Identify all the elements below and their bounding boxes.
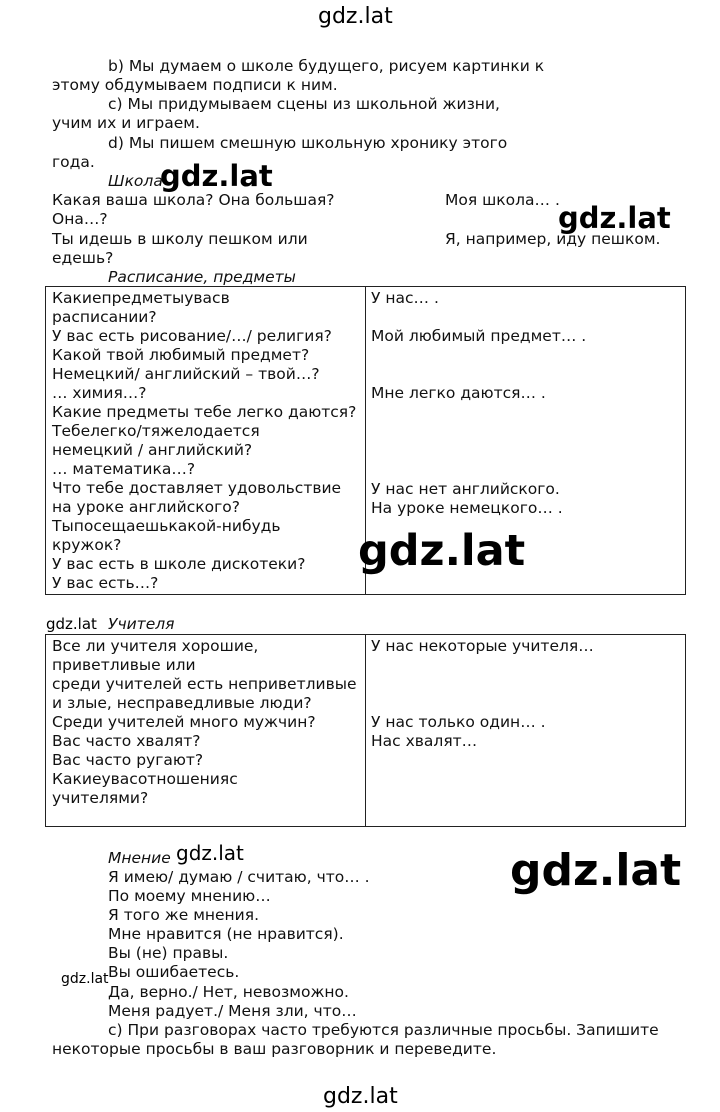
watermark-subjects-table: gdz.lat	[358, 526, 526, 576]
closing-line1: c) При разговорах часто требуются различные просьбы. Запишите	[108, 1021, 659, 1039]
opinion-line: По моему мнению…	[108, 887, 271, 905]
subjects-left-row: немецкий / английский?	[52, 441, 253, 459]
opinion-line: Вы (не) правы.	[108, 944, 229, 962]
teachers-left-row: Какиеувасотношенияс	[52, 770, 238, 788]
intro-c-line2: учим их и играем.	[52, 114, 200, 132]
subjects-right-r2: Мой любимый предмет… .	[371, 327, 587, 345]
teachers-left-row: Вас часто хвалят?	[52, 732, 201, 750]
teachers-left-row: приветливые или	[52, 656, 196, 674]
subjects-heading: Расписание, предметы	[108, 268, 296, 286]
opinion-heading: Мнение	[108, 849, 171, 867]
watermark-opinion-small: gdz.lat	[176, 841, 244, 865]
subjects-right-r5: На уроке немецкого… .	[371, 499, 563, 517]
opinion-line: Я имею/ думаю / считаю, что… .	[108, 868, 370, 886]
subjects-left-row: Тыпосещаешькакой-нибудь	[52, 517, 281, 535]
subjects-right-r3: Мне легко даются… .	[371, 384, 546, 402]
watermark-top: gdz.lat	[318, 4, 393, 29]
opinion-line: Мне нравится (не нравится).	[108, 925, 344, 943]
school-a1: Моя школа… .	[445, 191, 560, 209]
subjects-left-row: Немецкий/ английский – твой…?	[52, 365, 320, 383]
teachers-left-row: Среди учителей много мужчин?	[52, 713, 316, 731]
intro-c-line1: c) Мы придумываем сцены из школьной жизни,	[108, 95, 500, 113]
teachers-left-row: Вас часто ругают?	[52, 751, 204, 769]
teachers-left-column	[52, 637, 358, 808]
subjects-right-r4: У нас нет английского.	[371, 480, 560, 498]
watermark-bottom: gdz.lat	[323, 1084, 398, 1109]
teachers-left-row: учителями?	[52, 789, 149, 807]
school-q2-line1: Ты идешь в школу пешком или	[52, 230, 308, 248]
opinion-line: Вы ошибаетесь.	[108, 963, 240, 981]
subjects-left-row: Какие предметы тебе легко даются?	[52, 403, 357, 421]
watermark-teachers-small: gdz.lat	[46, 615, 97, 633]
intro-b-line1: b) Мы думаем о школе будущего, рисуем картинки к	[108, 57, 545, 75]
teachers-left-row: и злые, несправедливые люди?	[52, 694, 312, 712]
school-heading: Школа	[108, 172, 163, 190]
intro-d-line2: года.	[52, 153, 95, 171]
closing-line2: некоторые просьбы в ваш разговорник и переведите.	[52, 1040, 497, 1058]
school-q1-line2: Она…?	[52, 210, 108, 228]
teachers-right-r1: У нас некоторые учителя…	[371, 637, 594, 655]
watermark-side-small: gdz.lat	[61, 971, 109, 987]
teachers-heading: Учителя	[108, 615, 175, 633]
school-q1-line1: Какая ваша школа? Она большая?	[52, 191, 335, 209]
teachers-right-r2: У нас только один… .	[371, 713, 546, 731]
watermark-opinion-big: gdz.lat	[510, 845, 682, 896]
subjects-left-row: У вас есть…?	[52, 574, 159, 592]
watermark-school-heading: gdz.lat	[160, 159, 273, 193]
subjects-left-row: … химия…?	[52, 384, 147, 402]
subjects-left-row: Какой твой любимый предмет?	[52, 346, 310, 364]
subjects-left-row: У вас есть в школе дискотеки?	[52, 555, 306, 573]
subjects-left-column	[52, 289, 358, 593]
teachers-left-row: Все ли учителя хорошие,	[52, 637, 259, 655]
subjects-left-row: Что тебе доставляет удовольствие	[52, 479, 342, 497]
school-q2-line2: едешь?	[52, 249, 114, 267]
school-a2: Я, например, иду пешком.	[445, 230, 661, 248]
intro-b-line2: этому обдумываем подписи к ним.	[52, 76, 338, 94]
subjects-right-r1: У нас… .	[371, 289, 439, 307]
opinion-line: Меня радует./ Меня зли, что…	[108, 1002, 357, 1020]
subjects-left-row: У вас есть рисование/…/ религия?	[52, 327, 332, 345]
subjects-left-row: расписании?	[52, 308, 157, 326]
subjects-left-row: кружок?	[52, 536, 122, 554]
teachers-left-row: среди учителей есть неприветливые	[52, 675, 357, 693]
opinion-line: Да, верно./ Нет, невозможно.	[108, 983, 349, 1001]
watermark-right-school: gdz.lat	[558, 201, 671, 235]
intro-d-line1: d) Мы пишем смешную школьную хронику этого	[108, 134, 508, 152]
opinion-line: Я того же мнения.	[108, 906, 260, 924]
subjects-left-row: Какиепредметыувасв	[52, 289, 230, 307]
subjects-left-row: Тебелегко/тяжелодается	[52, 422, 260, 440]
subjects-left-row: на уроке английского?	[52, 498, 240, 516]
teachers-right-r3: Нас хвалят…	[371, 732, 478, 750]
subjects-left-row: … математика…?	[52, 460, 196, 478]
